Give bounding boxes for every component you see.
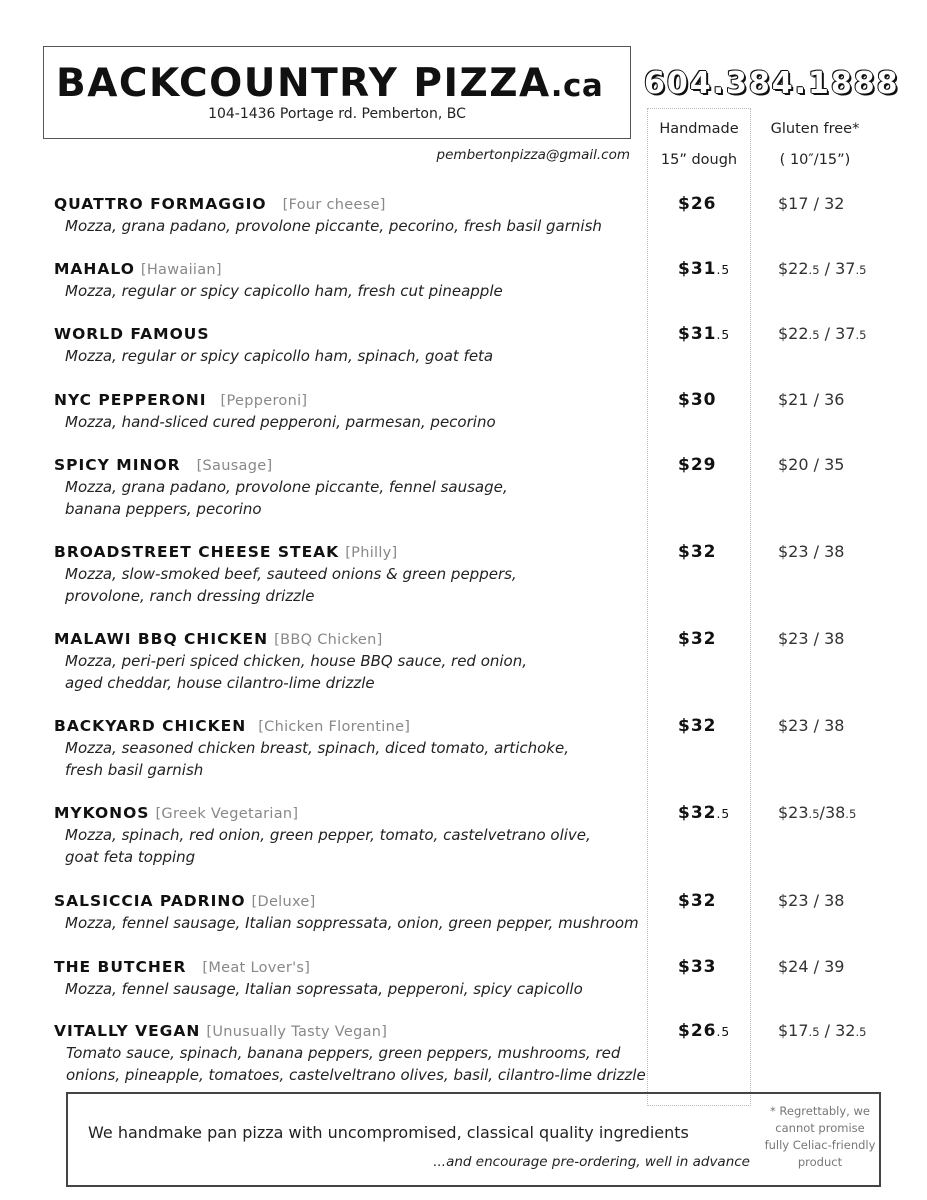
pizza-name: NYC PEPPERONI [54, 391, 207, 409]
brand-name: BACKCOUNTRY PIZZA.ca [56, 61, 604, 106]
handmade-label: Handmade [659, 121, 739, 137]
price-handmade: $32.5 [678, 803, 731, 823]
pizza-description: Mozza, hand-sliced cured pepperoni, parmesan, pecorino [65, 413, 496, 431]
price-handmade: $32 [678, 542, 717, 562]
pizza-name: SALSICCIA PADRINO [54, 892, 246, 910]
pizza-description: Mozza, regular or spicy capicollo ham, fresh cut pineapple [65, 282, 503, 300]
dough-size-label: 15” dough [660, 152, 738, 168]
price-handmade: $30 [678, 390, 717, 410]
pizza-name: MAHALO [54, 260, 135, 278]
address: 104-1436 Portage rd. Pemberton, BC [208, 106, 466, 122]
phone-number: 604.384.1888 [644, 66, 900, 101]
pizza-category: [Four cheese] [282, 197, 386, 213]
pizza-category: [Sausage] [196, 458, 273, 474]
pizza-name: WORLD FAMOUS [54, 325, 210, 343]
pizza-name: QUATTRO FORMAGGIO [54, 195, 267, 213]
pizza-description: Mozza, regular or spicy capicollo ham, spinach, goat feta [65, 347, 494, 365]
price-handmade: $26 [678, 194, 717, 214]
pizza-category: [Deluxe] [251, 894, 316, 910]
price-handmade: $31.5 [678, 324, 731, 344]
gluten-free-sizes-label: ( 10″/15”) [779, 152, 851, 168]
price-handmade: $29 [678, 455, 717, 475]
pizza-name: THE BUTCHER [54, 958, 187, 976]
price-gluten-free: $23 / 38 [778, 891, 845, 910]
price-handmade: $26.5 [678, 1021, 731, 1041]
price-gluten-free: $23 / 38 [778, 716, 845, 735]
pizza-category: [Hawaiian] [140, 262, 222, 278]
pizza-name: MYKONOS [54, 804, 150, 822]
pizza-name: VITALLY VEGAN [54, 1022, 201, 1040]
pizza-name: SPICY MINOR [54, 456, 181, 474]
logo-box [43, 46, 631, 139]
price-gluten-free: $24 / 39 [778, 957, 845, 976]
pizza-category: [Meat Lover's] [202, 960, 311, 976]
pizza-name: MALAWI BBQ CHICKEN [54, 630, 269, 648]
pizza-description: Mozza, peri-peri spiced chicken, house BBQ sauce, red onion, aged cheddar, house cilantro-lime drizzle [65, 652, 528, 692]
pizza-category: [Unusually Tasty Vegan] [206, 1024, 388, 1040]
pizza-category: [Pepperoni] [220, 393, 308, 409]
price-gluten-free: $17 / 32 [778, 194, 845, 213]
pizza-description: Mozza, seasoned chicken breast, spinach, diced tomato, artichoke, fresh basil garnish [65, 739, 569, 779]
price-gluten-free: $23 / 38 [778, 542, 845, 561]
price-handmade: $32 [678, 716, 717, 736]
price-gluten-free: $23 / 38 [778, 629, 845, 648]
pizza-description: Mozza, slow-smoked beef, sauteed onions & green peppers, provolone, ranch dressing drizzle [65, 565, 517, 605]
pizza-description: Mozza, fennel sausage, Italian sopressata, pepperoni, spicy capicollo [65, 980, 583, 998]
gluten-free-label: Gluten free* [770, 121, 860, 137]
price-handmade: $32 [678, 629, 717, 649]
price-gluten-free: $22.5 / 37.5 [778, 259, 867, 278]
footer-tagline: We handmake pan pizza with uncompromised, classical quality ingredients [88, 1123, 689, 1142]
price-gluten-free: $20 / 35 [778, 455, 845, 474]
price-gluten-free: $21 / 36 [778, 390, 845, 409]
price-handmade: $31.5 [678, 259, 731, 279]
pizza-description: Mozza, grana padano, provolone piccante, pecorino, fresh basil garnish [65, 217, 602, 235]
pizza-description: Mozza, grana padano, provolone piccante, fennel sausage, banana peppers, pecorino [65, 478, 508, 518]
price-handmade: $32 [678, 891, 717, 911]
price-gluten-free: $22.5 / 37.5 [778, 324, 867, 343]
handmade-column-header [647, 114, 751, 176]
price-gluten-free: $17.5 / 32.5 [778, 1021, 867, 1040]
pizza-description: Tomato sauce, spinach, banana peppers, green peppers, mushrooms, red onions, pineapple, tomatoes, castelveltrano olives, basil, cilantro-lime drizzle [66, 1044, 646, 1084]
pizza-description: Mozza, spinach, red onion, green pepper, tomato, castelvetrano olive, goat feta topping [65, 826, 591, 866]
pizza-category: [Philly] [345, 545, 398, 561]
celiac-disclaimer: * Regrettably, we cannot promise fully Celiac-friendly product [764, 1104, 876, 1169]
pizza-name: BACKYARD CHICKEN [54, 717, 247, 735]
pizza-category: [Chicken Florentine] [258, 719, 411, 735]
pizza-category: [Greek Vegetarian] [155, 806, 299, 822]
pizza-category: [BBQ Chicken] [274, 632, 383, 648]
brand-tld: .ca [550, 68, 604, 104]
pizza-name: BROADSTREET CHEESE STEAK [54, 543, 340, 561]
price-gluten-free: $23.5/38.5 [778, 803, 857, 822]
pizza-description: Mozza, fennel sausage, Italian soppressata, onion, green pepper, mushroom [65, 914, 639, 932]
gluten-free-column-header [756, 114, 874, 176]
footer-preorder-note: ...and encourage pre-ordering, well in advance [433, 1154, 750, 1170]
price-handmade: $33 [678, 957, 717, 977]
email-address: pembertonpizza@gmail.com [436, 147, 630, 163]
